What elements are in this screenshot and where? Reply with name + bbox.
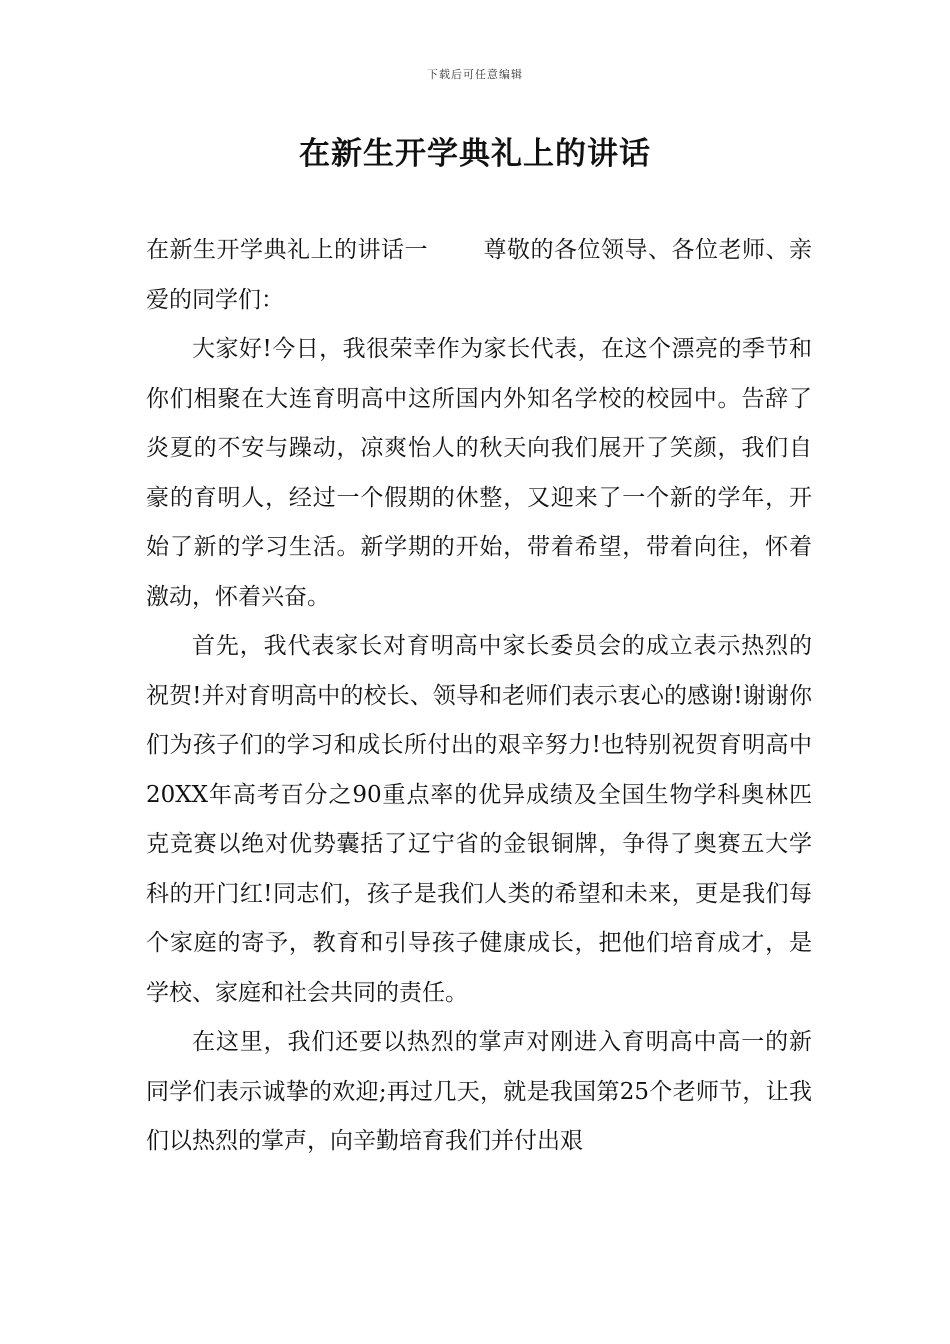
paragraph-1: 大家好!今日，我很荣幸作为家长代表，在这个漂亮的季节和你们相聚在大连育明高中这所国内外知名学校的校园中。告辞了炎夏的不安与躁动，凉爽怡人的秋天向我们展开了笑颜，我们自豪的育明人，经过一个假期的休整，又迎来了一个新的学年，开始了新的学习生活。新学期的开始，带着希望，带着向往，怀着激动，怀着兴奋。 xyxy=(146,336,812,610)
paragraph-2: 首先，我代表家长对育明高中家长委员会的成立表示热烈的祝贺!并对育明高中的校长、领导和老师们表示衷心的感谢!谢谢你们为孩子们的学习和成长所付出的艰辛努力!也特别祝贺育明高中20XX年高考百分之90重点率的优异成绩及全国生物学科奥林匹克竞赛以绝对优势囊括了辽宁省的金银铜牌，争得了奥赛五大学科的开门红!同志们，孩子是我们人类的希望和未来，更是我们每个家庭的寄予，教育和引导孩子健康成长，把他们培育成才，是学校、家庭和社会共同的责任。 xyxy=(146,633,812,1006)
opening-lead: 在新生开学典礼上的讲话一 xyxy=(146,237,428,263)
document-body xyxy=(146,226,812,1167)
paragraph-3: 在这里，我们还要以热烈的掌声对刚进入育明高中高一的新同学们表示诚挚的欢迎;再过几天，就是我国第25个老师节，让我们以热烈的掌声，向辛勤培育我们并付出艰 xyxy=(146,1029,812,1154)
page-title: 在新生开学典礼上的讲话 xyxy=(299,136,651,172)
header-note: 下载后可任意编辑 xyxy=(427,68,523,81)
salutation: 尊敬的各位领导、各位老师、亲爱的同学们： xyxy=(146,237,812,313)
opening-paragraph xyxy=(146,226,812,325)
